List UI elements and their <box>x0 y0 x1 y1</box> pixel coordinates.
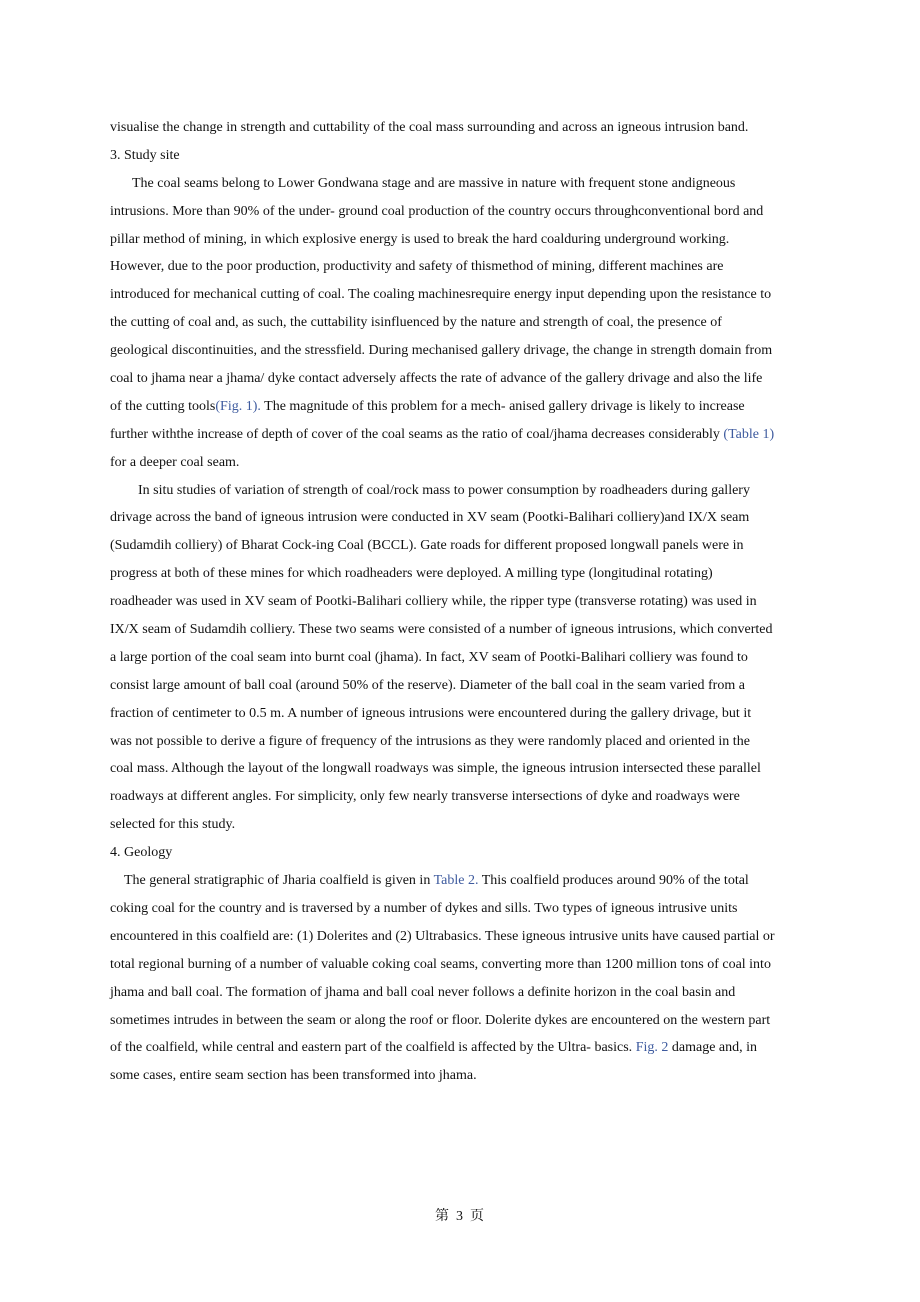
paragraph-line: selected for this study. <box>110 817 236 833</box>
paragraph-line: The coal seams belong to Lower Gondwana stage and are massive in nature with frequent stone andigneous <box>132 175 736 191</box>
paragraph-line: sometimes intrudes in between the seam or along the roof or floor. Dolerite dykes are encountered on the western part <box>110 1012 771 1028</box>
page-footer <box>0 1205 920 1225</box>
paragraph-line <box>110 1034 812 1062</box>
paragraph-line: roadheader was used in XV seam of Pootki-Balihari colliery while, the ripper type (transverse rotating) was used in <box>110 594 757 610</box>
body-text <box>110 114 812 1090</box>
paragraph-line: introduced for mechanical cutting of coal. The coaling machinesrequire energy input depending upon the resistance to <box>110 287 772 303</box>
paragraph-line: (Sudamdih colliery) of Bharat Cock-ing Coal (BCCL). Gate roads for different proposed longwall panels were in <box>110 538 744 554</box>
figure-2-link[interactable]: Fig. 2 <box>635 1040 669 1056</box>
section-heading-study-site: 3. Study site <box>110 147 180 163</box>
paragraph-line: roadways at different angles. For simplicity, only few nearly transverse intersections of dyke and roadways were <box>110 789 740 805</box>
paragraph-line: encountered in this coalfield are: (1) Dolerites and (2) Ultrabasics. These igneous intrusive units have caused partial or <box>110 928 775 944</box>
paragraph-line: In situ studies of variation of strength of coal/rock mass to power consumption by roadheaders during gallery <box>138 482 750 498</box>
paragraph-line: coal mass. Although the layout of the longwall roadways was simple, the igneous intrusion intersected these parallel <box>110 761 761 777</box>
paragraph-line: geological discontinuities, and the stressfield. During mechanised gallery drivage, the change in strength domain from <box>110 343 773 359</box>
paragraph-line <box>110 393 812 421</box>
line-text: The magnitude of this problem for a mech- anised gallery drivage is likely to increase <box>260 398 745 414</box>
paragraph-line: a large portion of the coal seam into burnt coal (jhama). In fact, XV seam of Pootki-Balihari colliery was found to <box>110 649 748 665</box>
paragraph-line: jhama and ball coal. The formation of jhama and ball coal never follows a definite horizon in the coal basin and <box>110 984 736 1000</box>
table-1-link[interactable]: (Table 1) <box>723 426 775 442</box>
paragraph-line: consist large amount of ball coal (around 50% of the reserve). Diameter of the ball coal in the seam varied from a <box>110 677 745 693</box>
paragraph-line <box>110 867 812 895</box>
paragraph-line: for a deeper coal seam. <box>110 454 240 470</box>
footer-prefix: 第 <box>435 1209 450 1224</box>
paragraph-line: coking coal for the country and is traversed by a number of dykes and sills. Two types of igneous intrusive units <box>110 900 738 916</box>
page-number: 3 <box>456 1209 464 1224</box>
paragraph-line: fraction of centimeter to 0.5 m. A number of igneous intrusions were encountered during the gallery drivage, but it <box>110 705 752 721</box>
paragraph-line: coal to jhama near a jhama/ dyke contact adversely affects the rate of advance of the gallery drivage and also the life <box>110 371 763 387</box>
paragraph-line <box>110 421 812 449</box>
figure-1-link[interactable]: (Fig. 1). <box>215 398 261 414</box>
text-line: visualise the change in strength and cuttability of the coal mass surrounding and across an igneous intrusion band. <box>110 120 749 135</box>
line-text: The general stratigraphic of Jharia coalfield is given in <box>124 873 434 889</box>
line-text: of the coalfield, while central and eastern part of the coalfield is affected by the Ultra- basics. <box>110 1040 636 1056</box>
paragraph-line: the cutting of coal and, as such, the cuttability isinfluenced by the nature and strength of coal, the presence of <box>110 315 722 331</box>
section-heading-geology: 4. Geology <box>110 845 173 861</box>
footer-suffix: 页 <box>470 1209 485 1224</box>
line-text: further withthe increase of depth of cover of the coal seams as the ratio of coal/jhama decreases considerably <box>110 426 724 442</box>
paragraph-line: intrusions. More than 90% of the under- ground coal production of the country occurs throughconventional bord and <box>110 203 764 219</box>
line-text: damage and, in <box>668 1040 758 1056</box>
paragraph-line: pillar method of mining, in which explosive energy is used to break the hard coalduring underground working. <box>110 231 730 247</box>
line-text: This coalfield produces around 90% of the total <box>478 873 749 889</box>
line-text: of the cutting tools <box>110 398 216 414</box>
paragraph-line: IX/X seam of Sudamdih colliery. These two seams were consisted of a number of igneous intrusions, which converted <box>110 622 773 638</box>
paragraph-line: was not possible to derive a figure of frequency of the intrusions as they were randomly placed and oriented in the <box>110 733 750 749</box>
paragraph-line: progress at both of these mines for which roadheaders were deployed. A milling type (longitudinal rotating) <box>110 566 713 582</box>
paragraph-line: some cases, entire seam section has been transformed into jhama. <box>110 1068 477 1084</box>
paragraph-line: total regional burning of a number of valuable coking coal seams, converting more than 1200 million tons of coal into <box>110 956 771 972</box>
paragraph-line: drivage across the band of igneous intrusion were conducted in XV seam (Pootki-Balihari colliery)and IX/X seam <box>110 510 750 526</box>
paragraph-line: However, due to the poor production, productivity and safety of thismethod of mining, different machines are <box>110 259 724 275</box>
table-2-link[interactable]: Table 2. <box>433 873 479 889</box>
